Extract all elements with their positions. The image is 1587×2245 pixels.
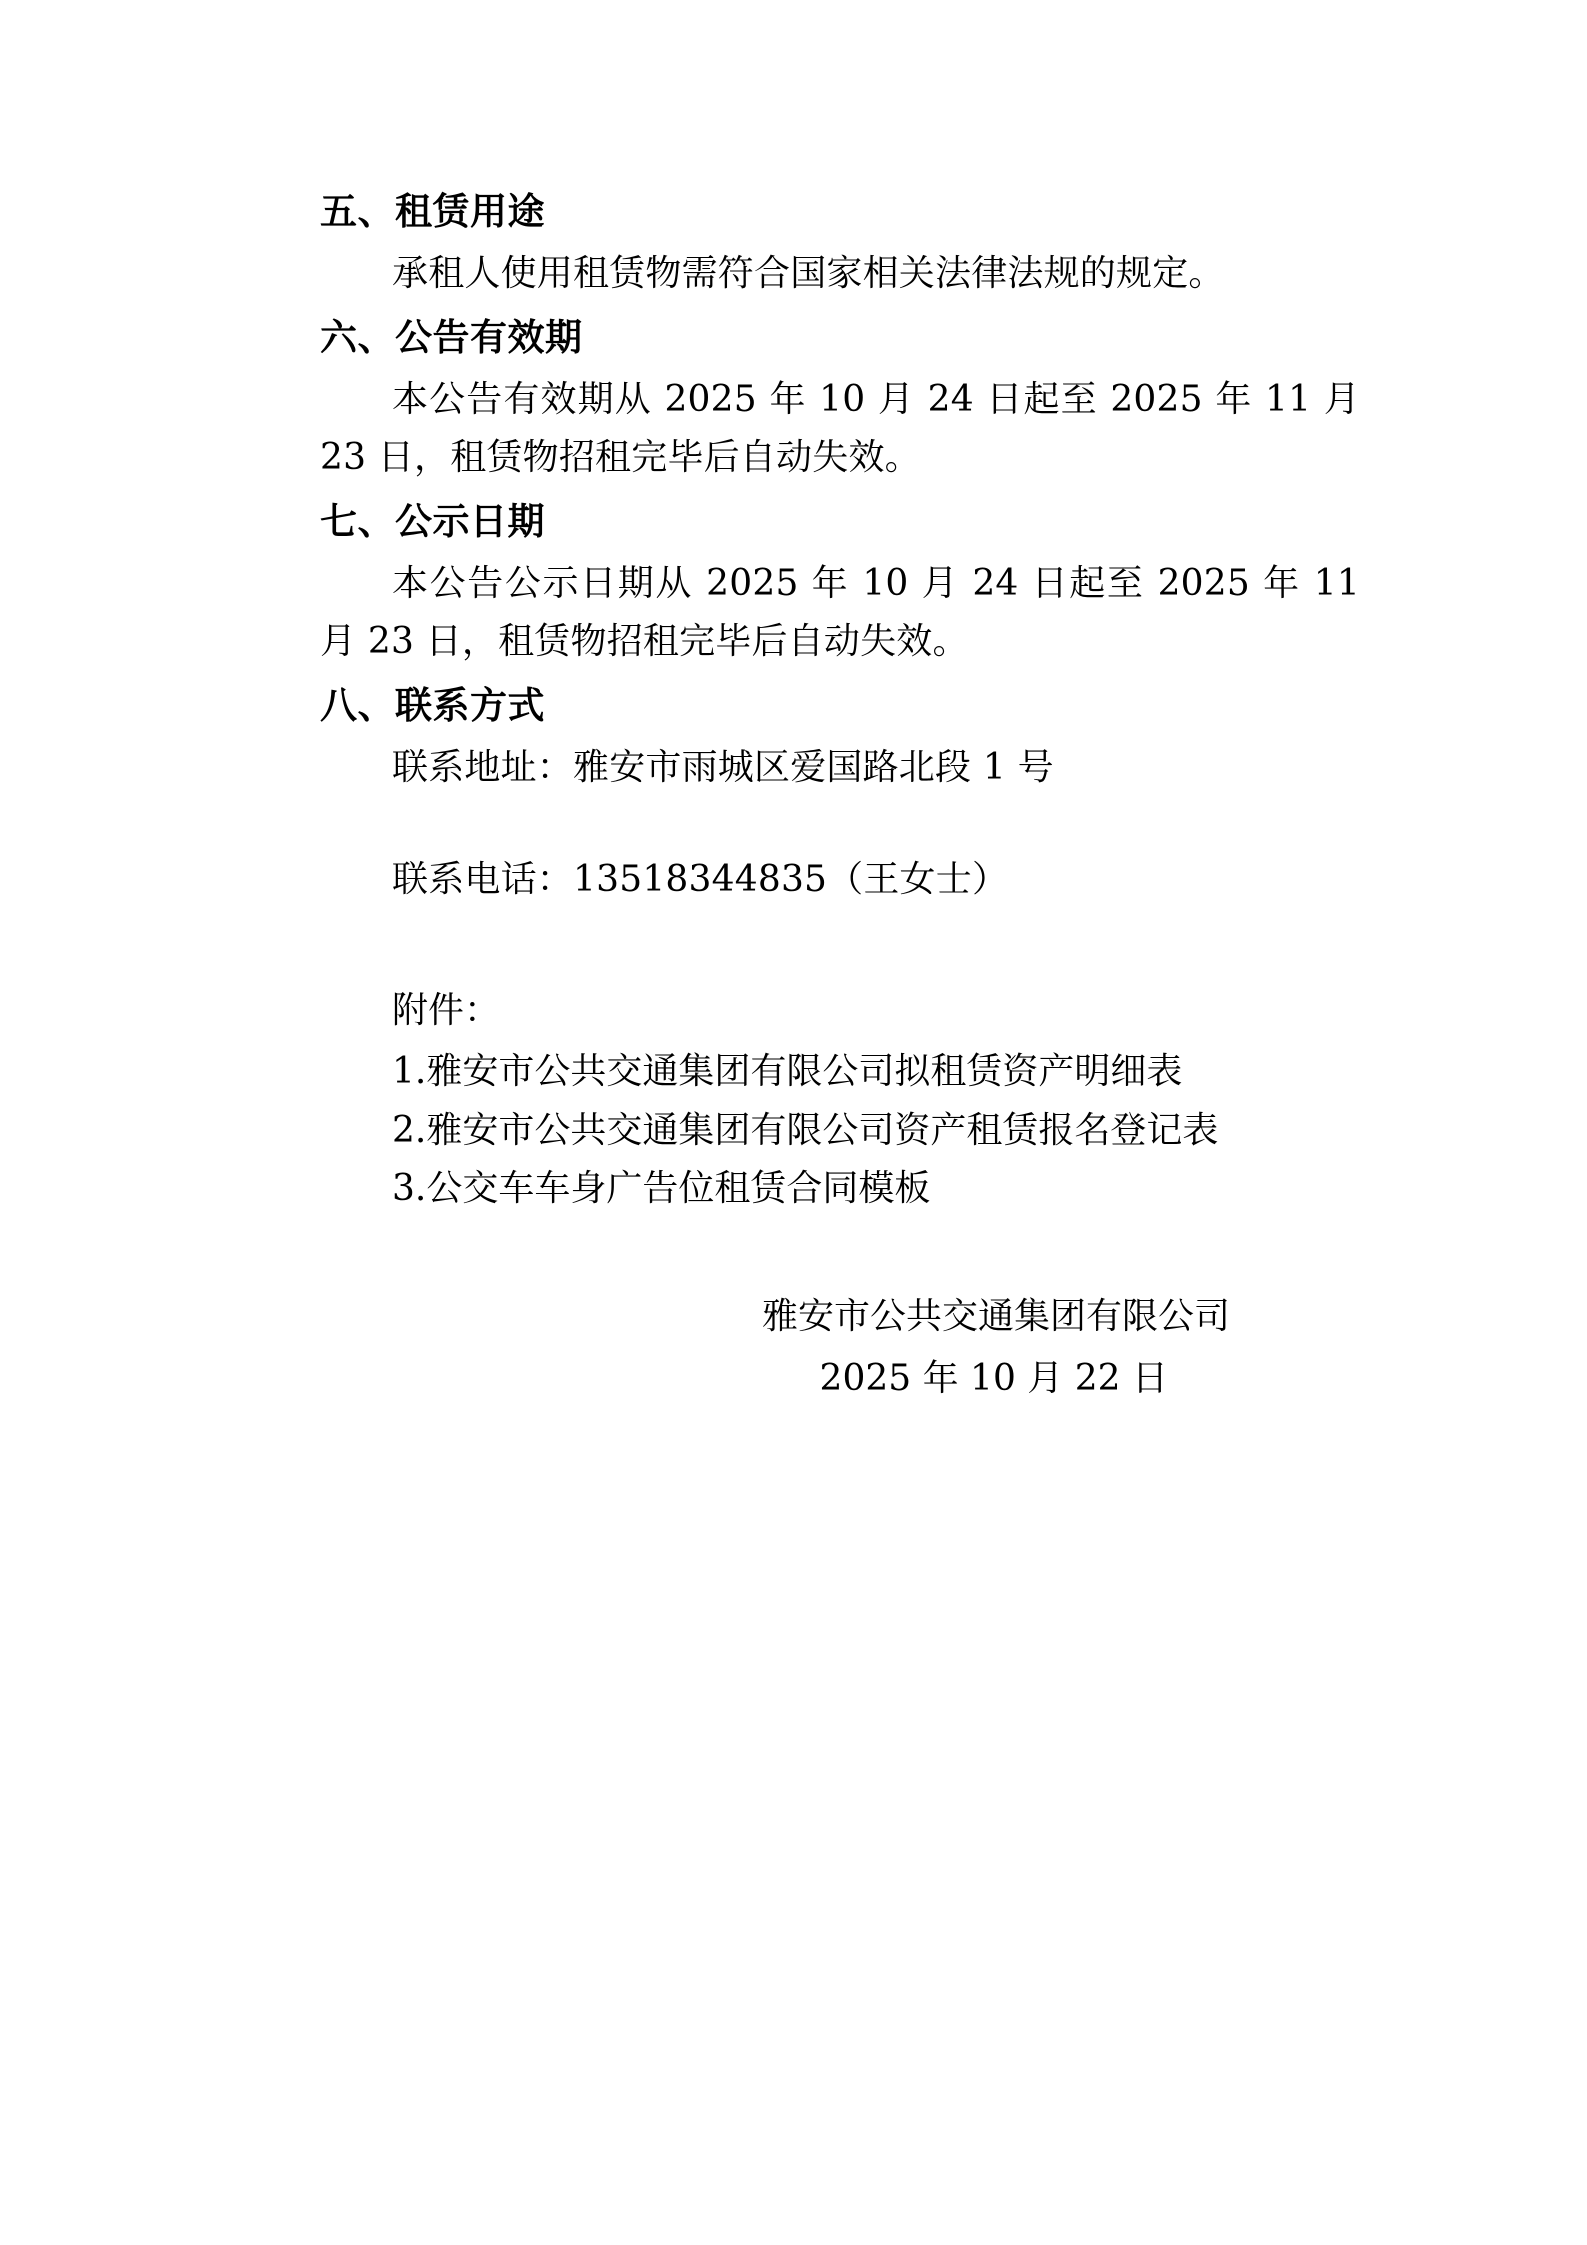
spacer-before-attachments <box>320 918 1360 982</box>
attachment-item-2: 2.雅安市公共交通集团有限公司资产租赁报名登记表 <box>392 1109 1219 1151</box>
section-heading-contact: 八、联系方式 <box>320 684 545 728</box>
signature-date: 2025 年 10 月 22 日 <box>819 1357 1168 1399</box>
attachment-item-1: 1.雅安市公共交通集团有限公司拟租赁资产明细表 <box>392 1051 1183 1093</box>
document-body <box>320 185 1360 1407</box>
section-heading-validity-period: 六、公告有效期 <box>320 315 583 359</box>
contact-phone: 联系电话：13518344835（王女士） <box>392 859 1009 901</box>
contact-address: 联系地址：雅安市雨城区爱国路北段 1 号 <box>392 747 1054 789</box>
signature-organization: 雅安市公共交通集团有限公司 <box>761 1296 1230 1338</box>
spacer-after-address <box>320 805 1360 851</box>
section-paragraph-validity-period: 本公告有效期从 2025 年 10 月 24 日起至 2025 年 11 月 23 日，租赁物招租完毕后自动失效。 <box>320 378 1360 478</box>
attachment-item-3: 3.公交车车身广告位租赁合同模板 <box>392 1167 931 1209</box>
section-paragraph-publicity-date: 本公告公示日期从 2025 年 10 月 24 日起至 2025 年 11 月 23 日，租赁物招租完毕后自动失效。 <box>320 562 1360 663</box>
attachments-title: 附件： <box>392 989 501 1031</box>
section-paragraph-rental-purpose: 承租人使用租赁物需符合国家相关法律法规的规定。 <box>392 252 1225 294</box>
section-heading-publicity-date: 七、公示日期 <box>320 500 545 544</box>
signature-block <box>320 1288 1360 1407</box>
section-heading-rental-purpose: 五、租赁用途 <box>320 190 545 233</box>
